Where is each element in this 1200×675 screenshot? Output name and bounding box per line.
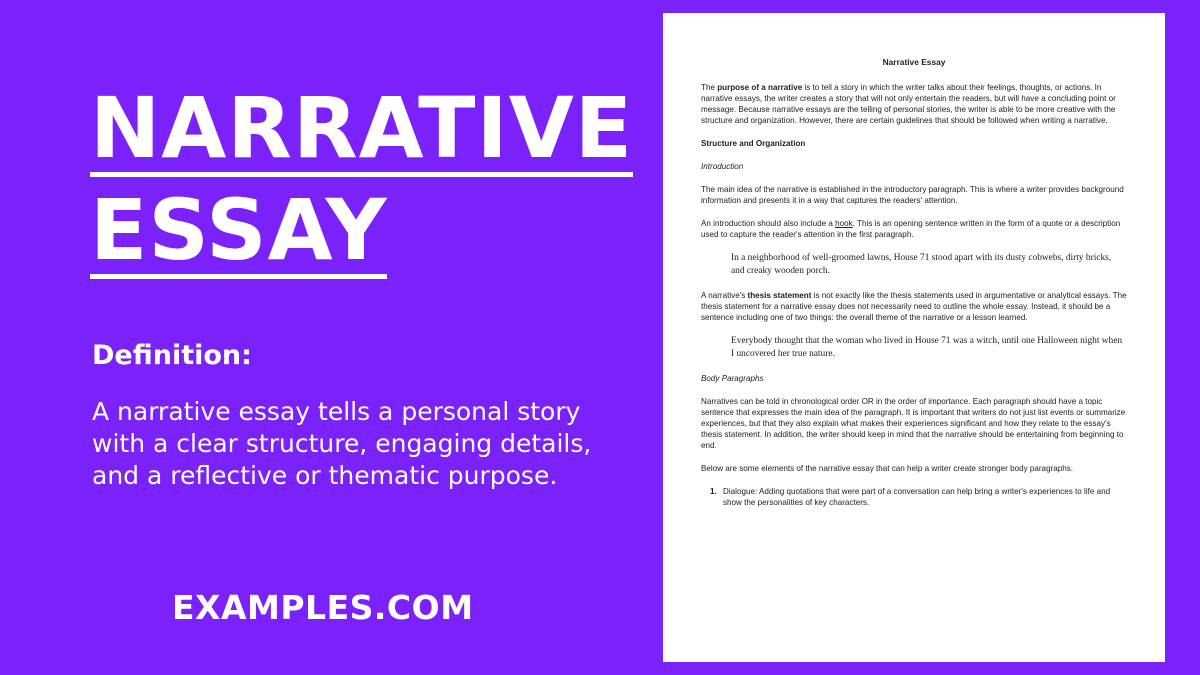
- text-span: is to tell a story in which the writer talks about their feelings, thoughts, or actions. In narrative essays, the writer creates a story that will not only entertain the readers, but will have a concluding point or message. Because narrative essays are the telling of personal stories, the writer is able to be more creative with the structure and organization. However, there are certain guidelines that should be followed when writing a narrative.: [701, 83, 1116, 125]
- bold-term: purpose of a narrative: [717, 83, 803, 92]
- subheading-introduction: Introduction: [701, 162, 744, 171]
- document-title: Narrative Essay: [882, 57, 946, 67]
- subheading-body: Body Paragraphs: [701, 374, 764, 383]
- brand-name: EXAMPLES.COM: [172, 588, 474, 627]
- heading-structure: Structure and Organization: [701, 139, 806, 148]
- title-line-2: ESSAY: [90, 181, 388, 279]
- example-quote-2: Everybody thought that the woman who lived in House 71 was a witch, until one Halloween night when I uncovered her true nature.: [731, 336, 1123, 359]
- example-quote-1: In a neighborhood of well-groomed lawns, House 71 stood apart with its dusty cobwebs, dirty bricks, and creaky wooden porch.: [731, 253, 1112, 276]
- text-span: An introduction should also include a: [701, 219, 836, 228]
- paragraph-purpose: [701, 82, 1127, 126]
- text-span: . This is an opening sentence written in the form of a quote or a description used to capture the reader's attention in the first paragraph.: [701, 219, 1121, 239]
- hook-link[interactable]: hook: [835, 219, 853, 228]
- list-item: 1. Dialogue: Adding quotations that were part of a conversation can help bring a writer's experiences to life and show the personalities of key characters.: [719, 486, 1127, 508]
- text-span: A narrative's: [701, 291, 748, 300]
- definition-label: Definition:: [92, 340, 252, 371]
- title-line-1: NARRATIVE: [90, 79, 634, 177]
- paragraph-elements: Below are some elements of the narrative essay that can help a writer create stronger body paragraphs.: [701, 464, 1074, 473]
- definition-text: A narrative essay tells a personal story with a clear structure, engaging details, and a reflective or thematic purpose.: [92, 397, 592, 490]
- paragraph-intro: The main idea of the narrative is established in the introductory paragraph. This is where a writer provides background information and presents it in a way that captures the readers' attention.: [701, 185, 1124, 205]
- text-span: The: [701, 83, 718, 92]
- text-span: is not exactly like the thesis statements used in argumentative or analytical essays. The thesis statement for a narrative essay does not necessarily need to outline the whole essay. Instead, it should be a sentence including one of two things: the overall theme of the narrative or a lesson learned.: [701, 291, 1127, 322]
- paragraph-hook: [701, 218, 1127, 240]
- elements-list: [701, 486, 1127, 508]
- paragraph-thesis: [701, 290, 1127, 323]
- document-preview: [663, 13, 1165, 662]
- bold-term: thesis statement: [747, 291, 812, 300]
- paragraph-body: Narratives can be told in chronological order OR in the order of importance. Each paragraph should have a topic sentence that expresses the main idea of the paragraph. It is important that writers do not just list events or summarize experiences, but that they also explain what makes their experiences significant and how they relate to the essay's thesis statement. In addition, the writer should keep in mind that the narrative should be entertaining from beginning to end.: [701, 397, 1126, 450]
